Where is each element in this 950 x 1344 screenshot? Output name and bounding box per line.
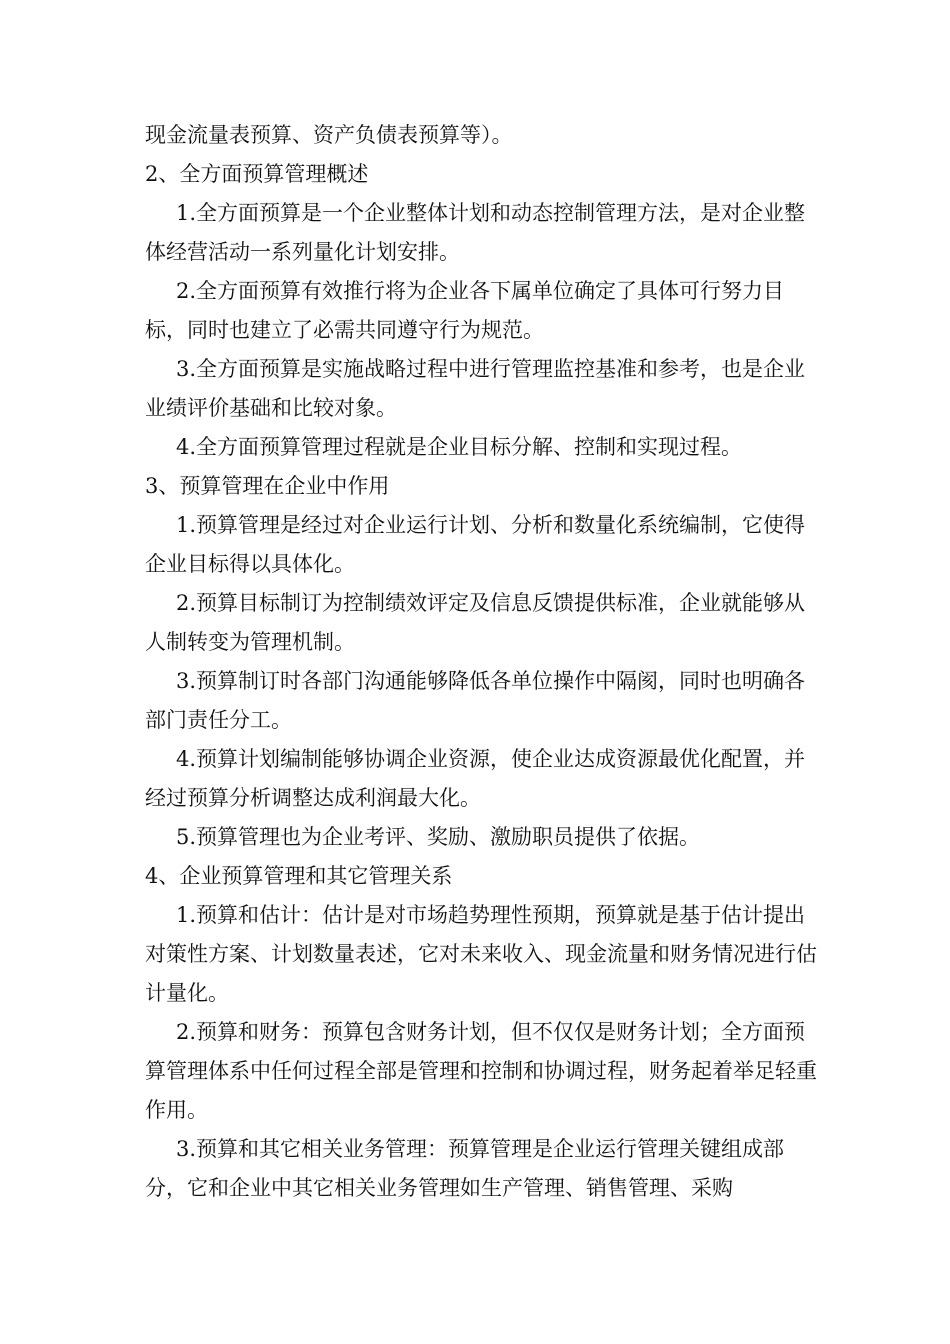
section-heading-3: 3、预算管理在企业中作用 xyxy=(145,474,390,498)
section3-item-1: 1.预算管理是经过对企业运行计划、分析和数量化系统编制，它使得企业目标得以具体化。 xyxy=(145,513,806,576)
section3-item-2: 2.预算目标制订为控制绩效评定及信息反馈提供标准，企业就能够从人制转变为管理机制。 xyxy=(145,591,806,654)
section4-item-1: 1.预算和估计：估计是对市场趋势理性预期，预算就是基于估计提出对策性方案、计划数量表述，它对未来收入、现金流量和财务情况进行估计量化。 xyxy=(145,903,817,1005)
section4-item-2: 2.预算和财务：预算包含财务计划，但不仅仅是财务计划；全方面预算管理体系中任何过程全部是管理和控制和协调过程，财务起着举足轻重作用。 xyxy=(145,1020,817,1122)
section-heading-4: 4、企业预算管理和其它管理关系 xyxy=(145,864,453,888)
paragraph-continuation: 现金流量表预算、资产负债表预算等）。 xyxy=(145,123,513,147)
section2-item-2: 2.全方面预算有效推行将为企业各下属单位确定了具体可行努力目标，同时也建立了必需共同遵守行为规范。 xyxy=(145,279,785,342)
section3-item-4: 4.预算计划编制能够协调企业资源，使企业达成资源最优化配置，并经过预算分析调整达成利润最大化。 xyxy=(145,747,806,810)
section2-item-1: 1.全方面预算是一个企业整体计划和动态控制管理方法，是对企业整体经营活动一系列量化计划安排。 xyxy=(145,201,806,264)
section4-item-3: 3.预算和其它相关业务管理：预算管理是企业运行管理关键组成部分，它和企业中其它相关业务管理如生产管理、销售管理、采购 xyxy=(145,1137,785,1200)
section3-item-5: 5.预算管理也为企业考评、奖励、激励职员提供了依据。 xyxy=(176,825,701,849)
section2-item-3: 3.全方面预算是实施战略过程中进行管理监控基准和参考，也是企业业绩评价基础和比较对象。 xyxy=(145,357,806,420)
section2-item-4: 4.全方面预算管理过程就是企业目标分解、控制和实现过程。 xyxy=(176,435,743,459)
section3-item-3: 3.预算制订时各部门沟通能够降低各单位操作中隔阂，同时也明确各部门责任分工。 xyxy=(145,669,806,732)
section-heading-2: 2、全方面预算管理概述 xyxy=(145,162,369,186)
document-body xyxy=(145,116,825,1208)
